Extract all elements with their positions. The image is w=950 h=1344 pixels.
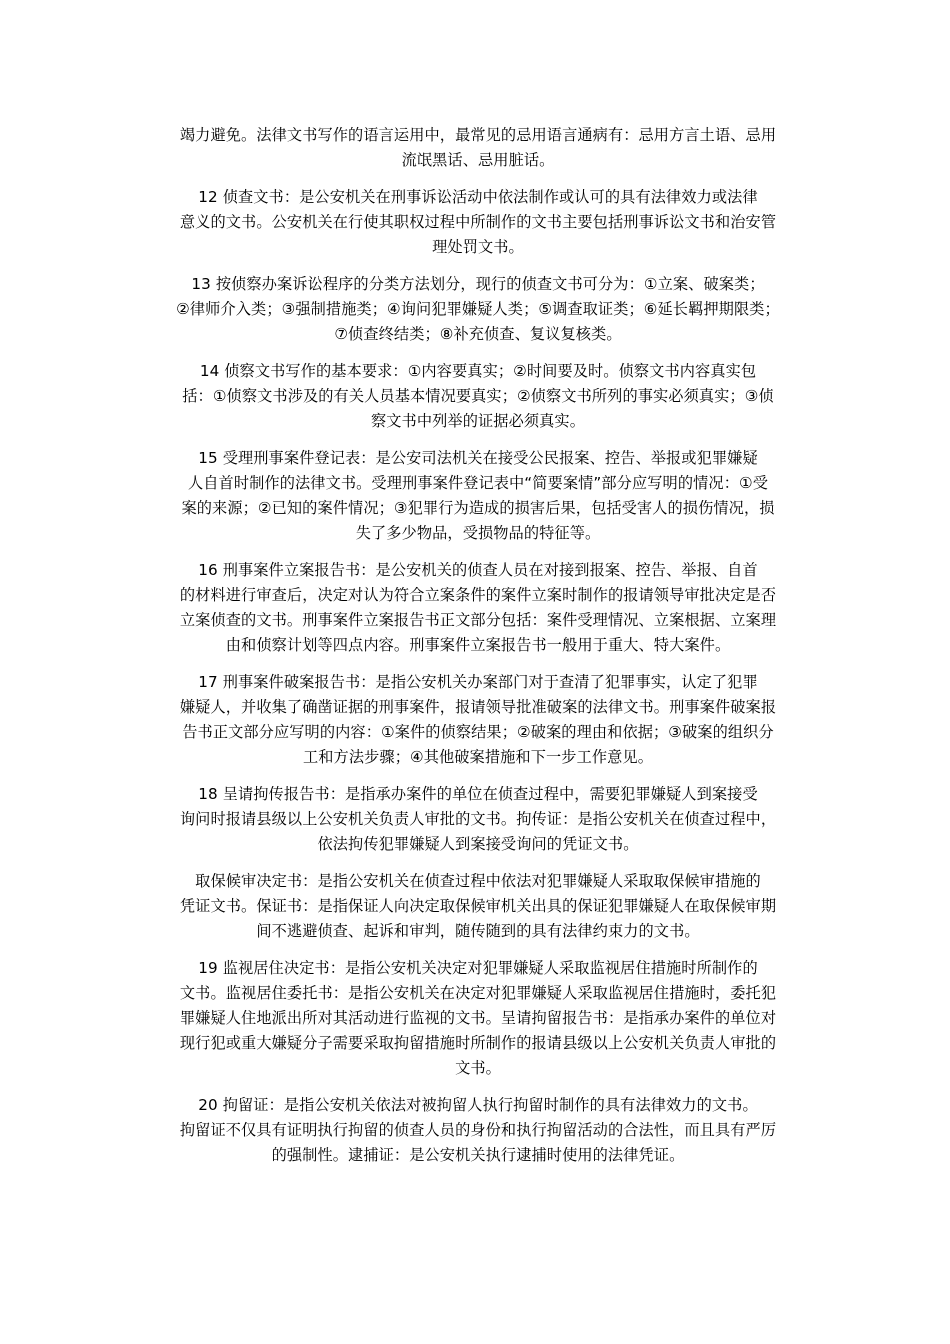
text-line: 依法拘传犯罪嫌疑人到案接受询问的凭证文书。 (317, 835, 639, 853)
text-line: 立案侦查的文书。刑事案件立案报告书正文部分包括：案件受理情况、立案根据、立案理 (179, 611, 777, 629)
text-line: 间不逃避侦查、起诉和审判，随传随到的具有法律约束力的文书。 (256, 922, 700, 940)
text-line: 12 侦查文书：是公安机关在刑事诉讼活动中依法制作或认可的具有法律效力或法律 (198, 188, 758, 206)
text-line: 工和方法步骤；④其他破案措施和下一步工作意见。 (302, 748, 654, 766)
text-line: 括：①侦察文书涉及的有关人员基本情况要真实；②侦察文书所列的事实必须真实；③侦 (182, 387, 774, 405)
text-line: 凭证文书。保证书：是指保证人向决定取保候审机关出具的保证犯罪嫌疑人在取保候审期 (179, 897, 777, 915)
paragraph-language-taboos (148, 123, 808, 173)
paragraph-12-investigation-documents (148, 185, 808, 260)
text-line: 询问时报请县级以上公安机关负责人审批的文书。拘传证：是指公安机关在侦查过程中， (179, 810, 777, 828)
text-line: 人自首时制作的法律文书。受理刑事案件登记表中“简要案情”部分应写明的情况：①受 (187, 474, 768, 492)
text-line: 由和侦察计划等四点内容。刑事案件立案报告书一般用于重大、特大案件。 (225, 636, 731, 654)
text-line: 文书。 (455, 1059, 501, 1077)
text-line: ⑦侦查终结类；⑧补充侦查、复议复核类。 (334, 325, 622, 343)
paragraph-16-case-filing-report (148, 558, 808, 658)
paragraph-19-residential-surveillance (148, 956, 808, 1081)
text-line: 流氓黑话、忌用脏话。 (401, 151, 555, 169)
paragraph-14-writing-requirements (148, 359, 808, 434)
text-line: 16 刑事案件立案报告书：是公安机关的侦查人员在对接到报案、控告、举报、自首 (198, 561, 758, 579)
text-line: 失了多少物品，受损物品的特征等。 (355, 524, 601, 542)
text-line: 案的来源；②已知的案件情况；③犯罪行为造成的损害后果，包括受害人的损伤情况，损 (181, 499, 775, 517)
text-line: 告书正文部分应写明的内容：①案件的侦察结果；②破案的理由和依据；③破案的组织分 (182, 723, 774, 741)
text-line: 取保候审决定书：是指公安机关在侦查过程中依法对犯罪嫌疑人采取取保候审措施的 (195, 872, 761, 890)
text-line: 17 刑事案件破案报告书：是指公安机关办案部门对于查清了犯罪事实，认定了犯罪 (198, 673, 758, 691)
text-line: 的强制性。逮捕证：是公安机关执行逮捕时使用的法律凭证。 (271, 1146, 685, 1164)
paragraph-15-case-registration-form (148, 446, 808, 546)
text-line: 意义的文书。公安机关在行使其职权过程中所制作的文书主要包括刑事诉讼文书和治安管 (179, 213, 777, 231)
text-line: ②律师介入类；③强制措施类；④询问犯罪嫌疑人类；⑤调查取证类；⑥延长羁押期限类； (176, 300, 780, 318)
document-page (148, 123, 808, 1180)
text-line: 拘留证不仅具有证明执行拘留的侦查人员的身份和执行拘留活动的合法性，而且具有严厉 (179, 1121, 777, 1139)
paragraph-18-summons-report (148, 782, 808, 857)
text-line: 察文书中列举的证据必须真实。 (370, 412, 586, 430)
text-line: 罪嫌疑人住地派出所对其活动进行监视的文书。呈请拘留报告书：是指承办案件的单位对 (179, 1009, 777, 1027)
text-line: 15 受理刑事案件登记表：是公安司法机关在接受公民报案、控告、举报或犯罪嫌疑 (198, 449, 758, 467)
text-line: 18 呈请拘传报告书：是指承办案件的单位在侦查过程中，需要犯罪嫌疑人到案接受 (198, 785, 758, 803)
paragraph-20-detention-warrant (148, 1093, 808, 1168)
text-line: 竭力避免。法律文书写作的语言运用中，最常见的忌用语言通病有：忌用方言土语、忌用 (179, 126, 777, 144)
text-line: 的材料进行审查后，决定对认为符合立案条件的案件立案时制作的报请领导审批决定是否 (179, 586, 777, 604)
text-line: 14 侦察文书写作的基本要求：①内容要真实；②时间要及时。侦察文书内容真实包 (199, 362, 757, 380)
text-line: 13 按侦察办案诉讼程序的分类方法划分，现行的侦查文书可分为：①立案、破案类； (191, 275, 765, 293)
text-line: 理处罚文书。 (432, 238, 524, 256)
text-line: 19 监视居住决定书：是指公安机关决定对犯罪嫌疑人采取监视居住措施时所制作的 (198, 959, 758, 977)
text-line: 嫌疑人，并收集了确凿证据的刑事案件，报请领导批准破案的法律文书。刑事案件破案报 (179, 698, 777, 716)
paragraph-13-document-classification (148, 272, 808, 347)
paragraph-17-case-solving-report (148, 670, 808, 770)
paragraph-bail-decision (148, 869, 808, 944)
text-line: 现行犯或重大嫌疑分子需要采取拘留措施时所制作的报请县级以上公安机关负责人审批的 (179, 1034, 777, 1052)
text-line: 文书。监视居住委托书：是指公安机关在决定对犯罪嫌疑人采取监视居住措施时，委托犯 (179, 984, 777, 1002)
text-line: 20 拘留证：是指公安机关依法对被拘留人执行拘留时制作的具有法律效力的文书。 (198, 1096, 758, 1114)
